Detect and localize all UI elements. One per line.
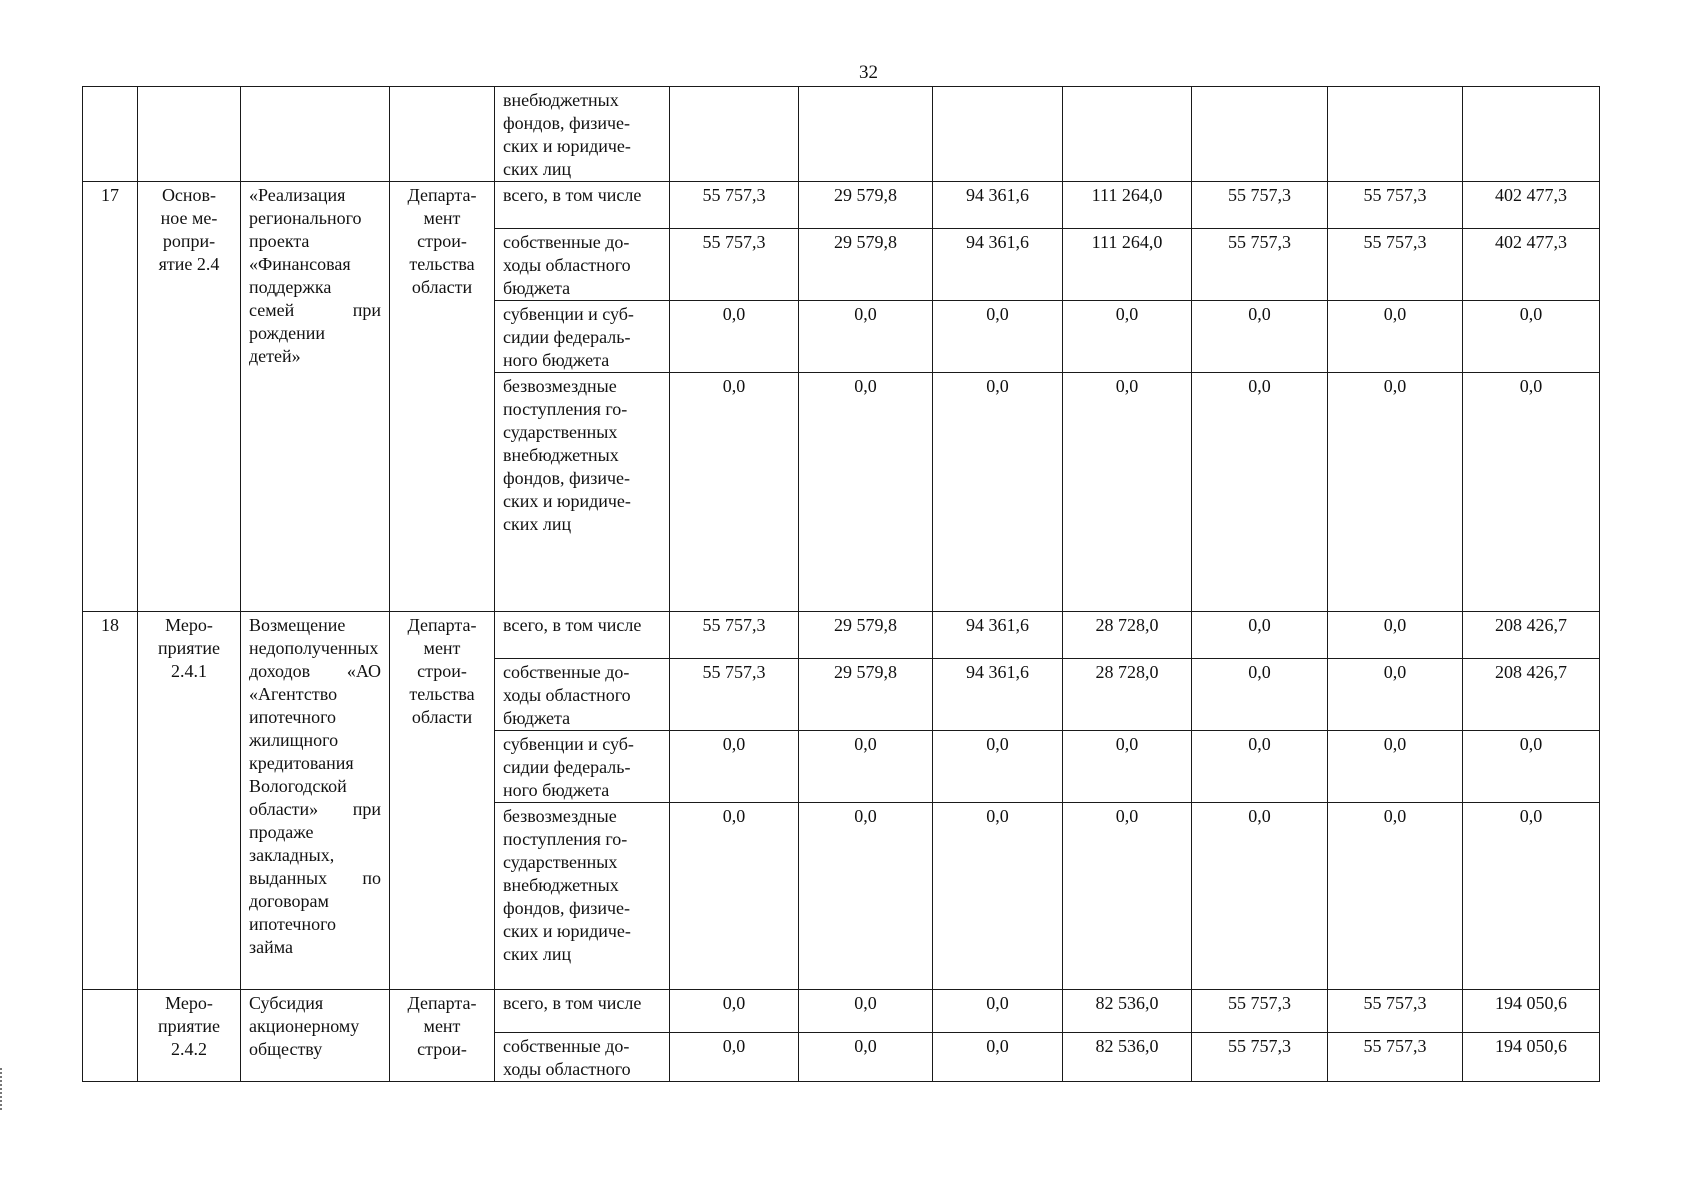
value-cell: 55 757,3: [670, 659, 799, 731]
budget-table: [82, 86, 1600, 1082]
code-cell: Меро- приятие 2.4.2: [138, 990, 241, 1082]
value-cell: 402 477,3: [1463, 182, 1600, 229]
value-cell: 0,0: [1463, 803, 1600, 990]
index-cell: [83, 990, 138, 1082]
value-cell: 0,0: [1063, 731, 1192, 803]
value-cell: 55 757,3: [1328, 1033, 1463, 1082]
value-cell: 0,0: [799, 301, 933, 373]
value-cell: 55 757,3: [1192, 1033, 1328, 1082]
value-cell: 0,0: [799, 1033, 933, 1082]
value-cell: 0,0: [933, 731, 1063, 803]
value-cell: 0,0: [799, 373, 933, 612]
value-cell: 0,0: [933, 373, 1063, 612]
executor-cell: [390, 87, 495, 182]
scan-edge-marks: [0, 1068, 5, 1110]
funding-source-cell: субвенции и суб- сидии федераль- ного бюджета: [495, 731, 670, 803]
name-cell: Субсидия акционерному обществу: [241, 990, 390, 1082]
value-cell: 0,0: [799, 803, 933, 990]
value-cell: 55 757,3: [1192, 229, 1328, 301]
value-cell: 94 361,6: [933, 659, 1063, 731]
value-cell: 0,0: [799, 990, 933, 1033]
value-cell: 55 757,3: [670, 229, 799, 301]
value-cell: 29 579,8: [799, 229, 933, 301]
code-cell: Основ- ное ме- ропри- ятие 2.4: [138, 182, 241, 612]
executor-cell: Департа- мент строи- тельства области: [390, 182, 495, 612]
funding-source-cell: всего, в том числе: [495, 182, 670, 229]
value-cell: 0,0: [1463, 373, 1600, 612]
value-cell: 55 757,3: [1328, 229, 1463, 301]
value-cell: 29 579,8: [799, 612, 933, 659]
funding-source-cell: собственные до- ходы областного: [495, 1033, 670, 1082]
value-cell: [1192, 87, 1328, 182]
funding-source-cell: всего, в том числе: [495, 612, 670, 659]
value-cell: [1063, 87, 1192, 182]
name-cell: Возмещение недополученных доходов «АО «Агентство ипотечного жилищного кредитования Вологодской области» при продаже закладных, выданных по договорам ипотечного займа: [241, 612, 390, 990]
funding-source-cell: безвозмездные поступления го- сударственных внебюджетных фондов, физиче- ских и юридиче- ских лиц: [495, 803, 670, 990]
value-cell: 0,0: [1192, 373, 1328, 612]
value-cell: 0,0: [1063, 301, 1192, 373]
value-cell: 0,0: [933, 1033, 1063, 1082]
value-cell: 82 536,0: [1063, 990, 1192, 1033]
value-cell: 0,0: [933, 990, 1063, 1033]
table-row: [83, 612, 1600, 659]
value-cell: 0,0: [670, 1033, 799, 1082]
index-cell: 18: [83, 612, 138, 990]
value-cell: 29 579,8: [799, 182, 933, 229]
value-cell: 402 477,3: [1463, 229, 1600, 301]
value-cell: 0,0: [1328, 612, 1463, 659]
value-cell: 55 757,3: [1328, 182, 1463, 229]
value-cell: 0,0: [1063, 803, 1192, 990]
funding-source-cell: внебюджетных фондов, физиче- ских и юридиче- ских лиц: [495, 87, 670, 182]
value-cell: [1328, 87, 1463, 182]
value-cell: 55 757,3: [1328, 990, 1463, 1033]
value-cell: 55 757,3: [1192, 182, 1328, 229]
value-cell: 194 050,6: [1463, 990, 1600, 1033]
value-cell: [1463, 87, 1600, 182]
value-cell: 0,0: [1463, 301, 1600, 373]
table-body: [83, 87, 1600, 1082]
value-cell: 0,0: [1063, 373, 1192, 612]
funding-source-cell: всего, в том числе: [495, 990, 670, 1033]
value-cell: [670, 87, 799, 182]
value-cell: 0,0: [1192, 301, 1328, 373]
value-cell: 28 728,0: [1063, 612, 1192, 659]
value-cell: [799, 87, 933, 182]
name-cell: «Реализация регионального проекта «Финансовая поддержка семей при рождении детей»: [241, 182, 390, 612]
funding-source-cell: безвозмездные поступления го- сударственных внебюджетных фондов, физиче- ских и юридиче- ских лиц: [495, 373, 670, 612]
value-cell: 111 264,0: [1063, 182, 1192, 229]
code-cell: [138, 87, 241, 182]
table-row: [83, 182, 1600, 229]
continuation-row: [83, 87, 1600, 182]
value-cell: 0,0: [670, 803, 799, 990]
page-number: 32: [859, 62, 878, 83]
value-cell: 0,0: [1328, 373, 1463, 612]
value-cell: [933, 87, 1063, 182]
index-cell: 17: [83, 182, 138, 612]
value-cell: 0,0: [670, 301, 799, 373]
index-cell: [83, 87, 138, 182]
value-cell: 28 728,0: [1063, 659, 1192, 731]
executor-cell: Департа- мент строи-: [390, 990, 495, 1082]
value-cell: 0,0: [1192, 612, 1328, 659]
value-cell: 194 050,6: [1463, 1033, 1600, 1082]
value-cell: 0,0: [670, 990, 799, 1033]
value-cell: 0,0: [670, 731, 799, 803]
value-cell: 94 361,6: [933, 182, 1063, 229]
value-cell: 82 536,0: [1063, 1033, 1192, 1082]
funding-source-cell: собственные до- ходы областного бюджета: [495, 659, 670, 731]
value-cell: 0,0: [1463, 731, 1600, 803]
name-cell: [241, 87, 390, 182]
value-cell: 55 757,3: [670, 612, 799, 659]
value-cell: 55 757,3: [670, 182, 799, 229]
value-cell: 29 579,8: [799, 659, 933, 731]
value-cell: 111 264,0: [1063, 229, 1192, 301]
value-cell: 94 361,6: [933, 229, 1063, 301]
value-cell: 0,0: [933, 803, 1063, 990]
value-cell: 94 361,6: [933, 612, 1063, 659]
value-cell: 0,0: [1192, 803, 1328, 990]
value-cell: 0,0: [1328, 659, 1463, 731]
value-cell: 0,0: [1328, 803, 1463, 990]
value-cell: 0,0: [1192, 731, 1328, 803]
value-cell: 0,0: [1192, 659, 1328, 731]
code-cell: Меро- приятие 2.4.1: [138, 612, 241, 990]
value-cell: 208 426,7: [1463, 612, 1600, 659]
value-cell: 0,0: [933, 301, 1063, 373]
value-cell: 55 757,3: [1192, 990, 1328, 1033]
value-cell: 0,0: [1328, 301, 1463, 373]
funding-source-cell: субвенции и суб- сидии федераль- ного бюджета: [495, 301, 670, 373]
value-cell: 208 426,7: [1463, 659, 1600, 731]
value-cell: 0,0: [1328, 731, 1463, 803]
table-row: [83, 990, 1600, 1033]
value-cell: 0,0: [670, 373, 799, 612]
executor-cell: Департа- мент строи- тельства области: [390, 612, 495, 990]
funding-source-cell: собственные до- ходы областного бюджета: [495, 229, 670, 301]
value-cell: 0,0: [799, 731, 933, 803]
